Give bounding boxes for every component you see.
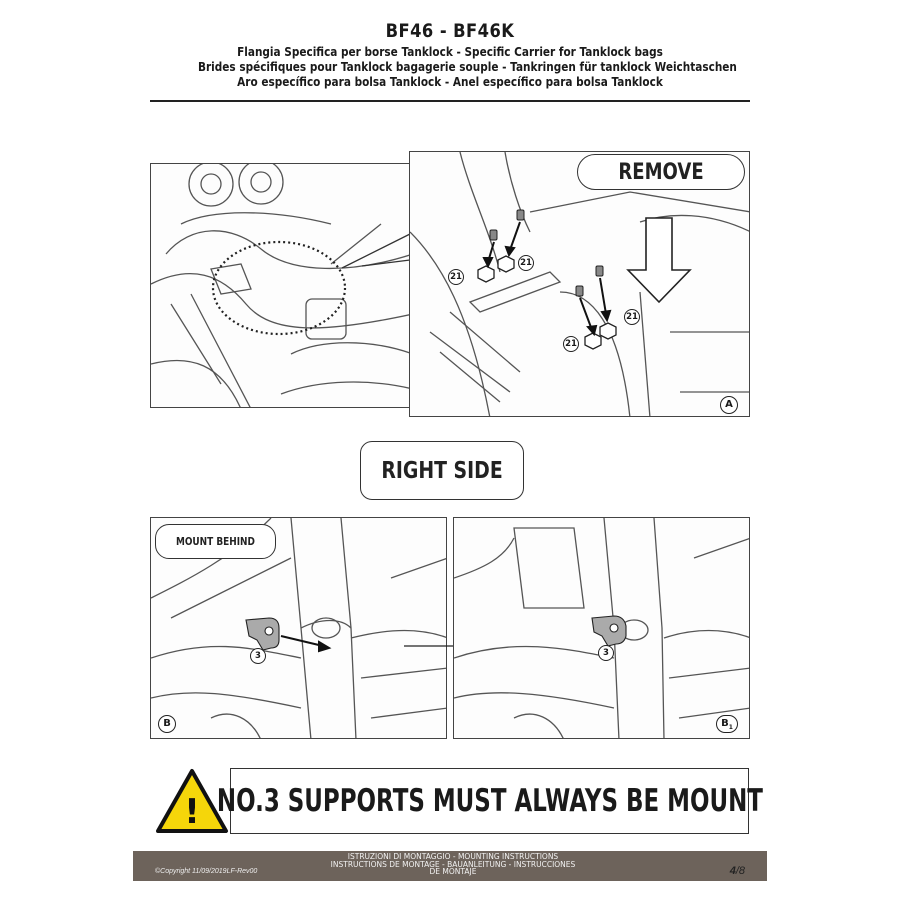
removal-direction-arrow [628, 218, 690, 302]
part-callout-21: 21 [563, 336, 579, 352]
step-b1-panel [453, 517, 750, 739]
part-callout-21: 21 [518, 255, 534, 271]
part-callout-3: 3 [598, 645, 614, 661]
warning-message: NO.3 SUPPORTS MUST ALWAYS BE MOUNT [216, 783, 763, 819]
callout-connector [340, 230, 420, 290]
subtitle-line-2: Brides spécifiques pour Tanklock bagagerie souple - Tankringen für tanklock Weichtaschen [198, 59, 737, 74]
part-callout-21: 21 [624, 309, 640, 325]
subtitle-line-3: Aro específico para bolsa Tanklock - Anel específico para bolsa Tanklock [237, 74, 663, 89]
document-title: BF46 - BF46K [385, 20, 515, 42]
mount-behind-badge: MOUNT BEHIND [155, 524, 276, 559]
part-callout-21: 21 [448, 269, 464, 285]
footer-bar [133, 851, 767, 881]
right-side-label: RIGHT SIDE [360, 441, 524, 500]
document-header [150, 20, 750, 89]
step-a-panel [409, 151, 750, 417]
svg-text:!: ! [184, 792, 200, 832]
instructions-heading: ISTRUZIONI DI MONTAGGIO - MOUNTING INSTRUCTIONS INSTRUCTIONS DE MONTAGE - BAUANLEITUNG - INSTRUCCIONES DE MONTAJE [330, 852, 576, 876]
panel-letter-b: B [158, 715, 176, 733]
remove-bolts-drawing [410, 152, 750, 417]
panel-letter-b1: $B_1$ [716, 715, 738, 733]
detail-focus-circle [213, 242, 345, 334]
panel-letter-a: A [720, 396, 738, 414]
subtitle-line-1: Flangia Specifica per borse Tanklock - Specific Carrier for Tanklock bags [237, 44, 663, 59]
copyright-text: ©Copyright 11/09/2019LF-Rev00 [155, 868, 258, 875]
part-callout-3: 3 [250, 648, 266, 664]
page-number: 4/8 [729, 865, 745, 877]
mounted-support-drawing [454, 518, 750, 739]
header-divider [150, 100, 750, 102]
warning-message-box [216, 768, 763, 834]
remove-badge: REMOVE [577, 154, 745, 190]
